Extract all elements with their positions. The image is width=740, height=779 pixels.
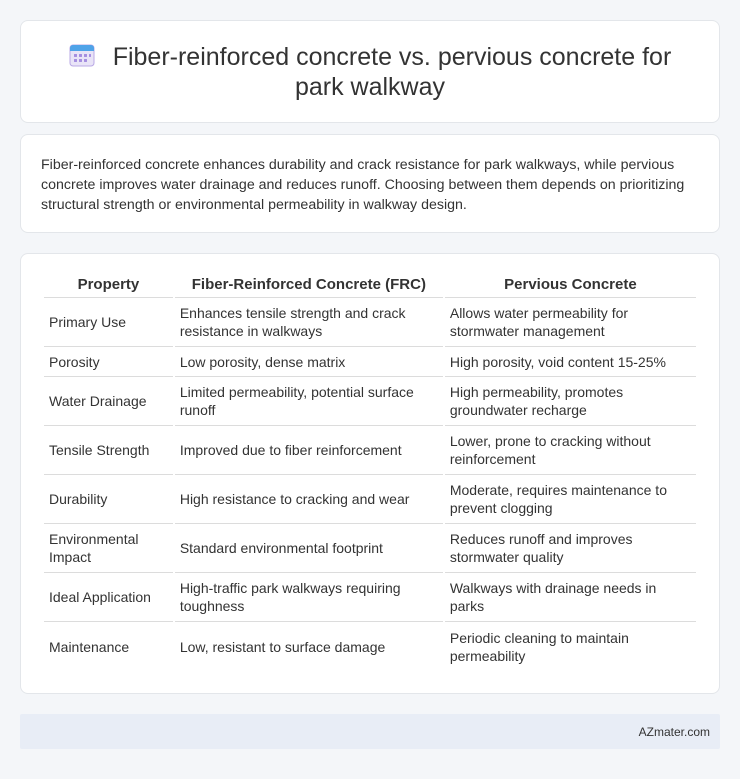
- table-row: [44, 573, 696, 622]
- row-frc: Enhances tensile strength and crack resistance in walkways: [175, 298, 443, 347]
- table-header-row: [44, 274, 696, 298]
- row-property: Environmental Impact: [44, 524, 173, 573]
- page-title: [51, 42, 689, 102]
- row-property: Maintenance: [49, 638, 130, 655]
- row-pervious: Walkways with drainage needs in parks: [445, 573, 696, 622]
- table-row: [44, 622, 696, 671]
- footer-brand: AZmater.com: [638, 725, 710, 739]
- table-row: [44, 426, 696, 475]
- row-property: Primary Use: [44, 298, 173, 347]
- header-pervious: Pervious Concrete: [445, 274, 696, 298]
- row-frc: High resistance to cracking and wear: [175, 475, 443, 524]
- header-frc: Fiber-Reinforced Concrete (FRC): [175, 274, 443, 298]
- row-frc: Standard environmental footprint: [175, 524, 443, 573]
- summary-card: [20, 134, 720, 233]
- table-row: [44, 298, 696, 347]
- row-frc: Low, resistant to surface damage: [179, 638, 386, 655]
- row-pervious: Allows water permeability for stormwater management: [445, 298, 696, 347]
- row-pervious: High porosity, void content 15-25%: [445, 347, 696, 377]
- table-row: [44, 377, 696, 426]
- row-pervious: High permeability, promotes groundwater recharge: [445, 377, 696, 426]
- row-property: Water Drainage: [44, 377, 173, 426]
- table-row: [44, 475, 696, 524]
- row-frc: Limited permeability, potential surface runoff: [175, 377, 443, 426]
- comparison-table: [42, 274, 698, 671]
- row-property: Porosity: [44, 347, 173, 377]
- comparison-table-card: [20, 253, 720, 694]
- row-property: Ideal Application: [44, 573, 173, 622]
- row-property: Tensile Strength: [44, 426, 173, 475]
- row-pervious: Periodic cleaning to maintain permeability: [449, 629, 629, 664]
- row-pervious: Lower, prone to cracking without reinforcement: [445, 426, 696, 475]
- title-card: [20, 20, 720, 123]
- row-frc: Improved due to fiber reinforcement: [175, 426, 443, 475]
- row-pervious: Reduces runoff and improves stormwater quality: [445, 524, 696, 573]
- row-frc: High-traffic park walkways requiring toughness: [175, 573, 443, 622]
- summary-text: Fiber-reinforced concrete enhances durability and crack resistance for park walkways, while pervious concrete improves water drainage and reduces runoff. Choosing between them depends on prioritizing structural strength or environmental permeability in walkway design.: [41, 157, 685, 213]
- calendar-icon: [69, 43, 95, 67]
- header-property: Property: [44, 274, 173, 298]
- footer: [20, 714, 720, 749]
- table-row: [44, 524, 696, 573]
- row-pervious: Moderate, requires maintenance to prevent clogging: [445, 475, 696, 524]
- page-title-text: Fiber-reinforced concrete vs. pervious concrete for park walkway: [112, 42, 672, 101]
- row-property: Durability: [44, 475, 173, 524]
- row-frc: Low porosity, dense matrix: [175, 347, 443, 377]
- table-row: [44, 347, 696, 377]
